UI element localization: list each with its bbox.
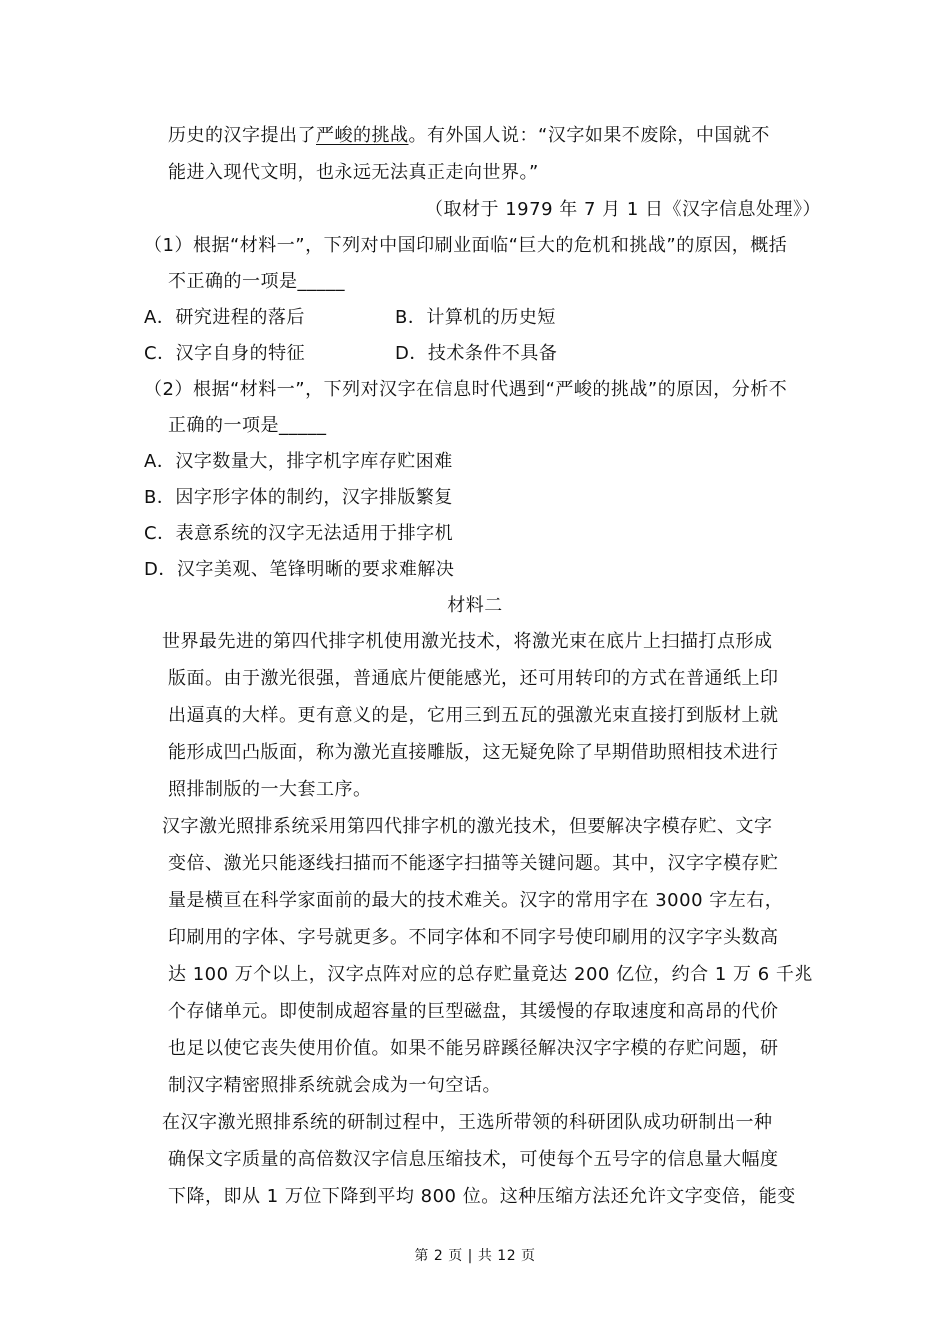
- paragraph-line: 能形成凹凸版面，称为激光直接雕版，这无疑免除了早期借助照相技术进行: [168, 742, 779, 763]
- question-1-option-c: C．汉字自身的特征: [144, 343, 306, 364]
- question-2-option-d: D．汉字美观、笔锋明晰的要求难解决: [144, 559, 455, 580]
- source-citation: （取材于 1979 年 7 月 1 日《汉字信息处理》）: [425, 199, 822, 220]
- question-2-stem-cont: 正确的一项是_____: [168, 415, 327, 436]
- question-2-option-b: B．因字形字体的制约，汉字排版繁复: [144, 487, 453, 508]
- paragraph-line: 个存储单元。即使制成超容量的巨型磁盘，其缓慢的存取速度和高昂的代价: [168, 1001, 779, 1022]
- intro-text: 。有外国人说：“汉字如果不废除，中国就不: [408, 125, 770, 146]
- question-1-option-a: A．研究进程的落后: [144, 307, 305, 328]
- underlined-phrase: 严峻的挑战: [316, 125, 409, 146]
- intro-line-2: 能进入现代文明，也永远无法真正走向世界。”: [168, 162, 539, 183]
- question-1-stem: （1）根据“材料一”，下列对中国印刷业面临“巨大的危机和挑战”的原因，概括: [144, 235, 788, 256]
- question-1-option-b: B．计算机的历史短: [395, 307, 556, 328]
- paragraph-line: 照排制版的一大套工序。: [168, 779, 372, 800]
- paragraph-line: 达 100 万个以上，汉字点阵对应的总存贮量竟达 200 亿位，约合 1 万 6 千兆: [168, 964, 813, 985]
- question-2-stem: （2）根据“材料一”，下列对汉字在信息时代遇到“严峻的挑战”的原因，分析不: [144, 379, 788, 400]
- material-2-heading: 材料二: [447, 595, 503, 616]
- paragraph-line: 汉字激光照排系统采用第四代排字机的激光技术，但要解决字模存贮、文字: [162, 816, 773, 837]
- question-1-stem-cont: 不正确的一项是_____: [168, 271, 345, 292]
- paragraph-line: 变倍、激光只能逐线扫描而不能逐字扫描等关键问题。其中，汉字字模存贮: [168, 853, 779, 874]
- paragraph-line: 版面。由于激光很强，普通底片便能感光，还可用转印的方式在普通纸上印: [168, 668, 779, 689]
- intro-text: 历史的汉字提出了: [168, 125, 316, 146]
- paragraph-line: 印刷用的字体、字号就更多。不同字体和不同字号使印刷用的汉字字头数高: [168, 927, 779, 948]
- paragraph-line: 在汉字激光照排系统的研制过程中，王选所带领的科研团队成功研制出一种: [162, 1112, 773, 1133]
- paragraph-line: 世界最先进的第四代排字机使用激光技术，将激光束在底片上扫描打点形成: [162, 631, 773, 652]
- question-2-option-c: C．表意系统的汉字无法适用于排字机: [144, 523, 454, 544]
- paragraph-line: 也足以使它丧失使用价值。如果不能另辟蹊径解决汉字字模的存贮问题，研: [168, 1038, 779, 1059]
- paragraph-line: 下降，即从 1 万位下降到平均 800 位。这种压缩方法还允许文字变倍，能变: [168, 1186, 796, 1207]
- paragraph-line: 制汉字精密照排系统就会成为一句空话。: [168, 1075, 501, 1096]
- paragraph-line: 量是横亘在科学家面前的最大的技术难关。汉字的常用字在 3000 字左右，: [168, 890, 784, 911]
- page-footer: 第 2 页 | 共 12 页: [414, 1248, 536, 1264]
- paragraph-line: 出逼真的大样。更有意义的是，它用三到五瓦的强激光束直接打到版材上就: [168, 705, 779, 726]
- paragraph-line: 确保文字质量的高倍数汉字信息压缩技术，可使每个五号字的信息量大幅度: [168, 1149, 779, 1170]
- question-1-option-d: D．技术条件不具备: [395, 343, 558, 364]
- intro-line-1: [168, 124, 770, 148]
- question-2-option-a: A．汉字数量大，排字机字库存贮困难: [144, 451, 453, 472]
